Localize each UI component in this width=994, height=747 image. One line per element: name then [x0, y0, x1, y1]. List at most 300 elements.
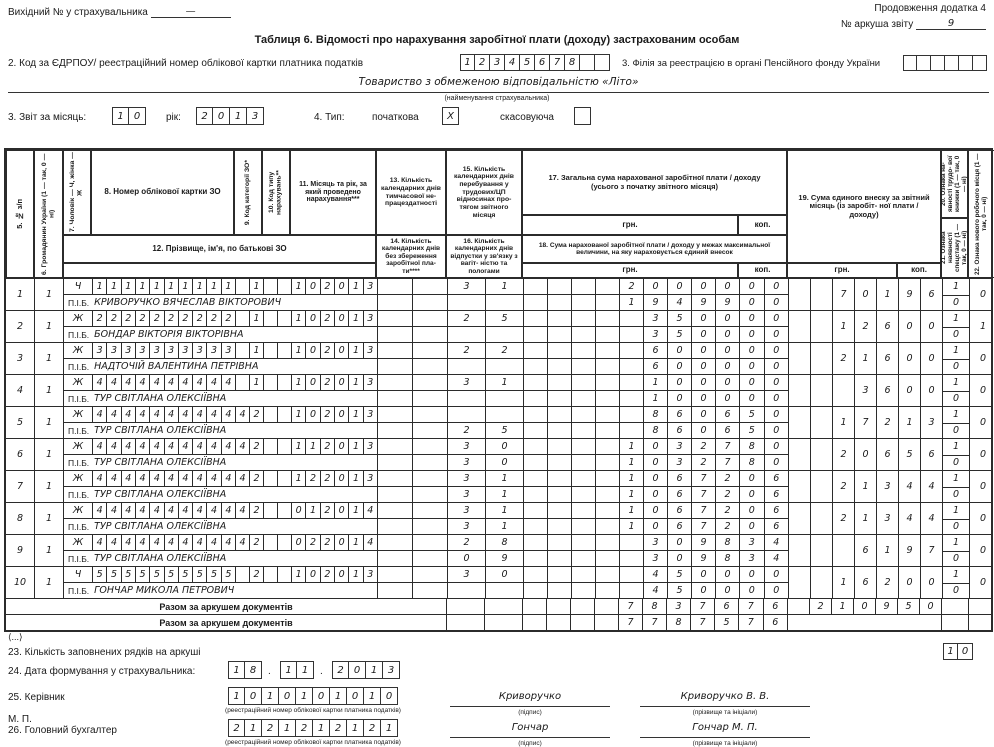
digit-cell[interactable]: 3 — [667, 439, 691, 454]
digit-cell[interactable]: 0 — [715, 567, 739, 582]
digit-cell[interactable]: 9 — [906, 289, 913, 300]
employment-days-cells[interactable] — [447, 535, 523, 550]
workbook-flag[interactable]: 1 — [952, 473, 960, 485]
digit-cell[interactable]: 4 — [164, 503, 178, 518]
digit-cell[interactable]: 1 — [249, 279, 263, 294]
digit-cell[interactable]: 4 — [96, 537, 103, 549]
accountant-fullname[interactable]: Гончар М. П. — [640, 722, 810, 738]
digit-cell[interactable] — [595, 455, 619, 470]
digit-cell[interactable] — [931, 55, 945, 71]
digit-cell[interactable]: 0 — [295, 537, 302, 549]
maternity-days-cells[interactable] — [447, 295, 523, 310]
digit-cell[interactable]: 5 — [192, 567, 206, 582]
sex-value[interactable]: Ж — [72, 313, 84, 325]
digit-cell[interactable] — [412, 391, 447, 406]
digit-cell[interactable]: 4 — [121, 407, 135, 422]
digit-cell[interactable] — [378, 487, 412, 502]
digit-cell[interactable]: 0 — [213, 107, 230, 125]
digit-cell[interactable]: 3 — [363, 471, 377, 486]
digit-cell[interactable]: 6 — [535, 54, 550, 71]
digit-cell[interactable]: 1 — [262, 687, 279, 705]
digit-cell[interactable] — [789, 471, 810, 502]
digit-cell[interactable] — [571, 327, 595, 342]
digit-cell[interactable]: 8 — [715, 551, 739, 566]
unpaid-days-cells[interactable] — [377, 295, 447, 310]
total-accrued-grn-cells[interactable] — [523, 375, 739, 390]
digit-cell[interactable]: 2 — [463, 345, 470, 357]
capped-accrued-kop-cells[interactable] — [739, 487, 788, 502]
digit-cell[interactable]: 0 — [245, 687, 262, 705]
special-service-flag[interactable]: 0 — [943, 519, 969, 535]
digit-cell[interactable]: 0 — [748, 473, 755, 485]
digit-cell[interactable]: 1 — [249, 311, 263, 326]
digit-cell[interactable]: 0 — [748, 393, 755, 405]
digit-cell[interactable] — [547, 583, 571, 598]
person-name[interactable]: ТУР СВІТЛАНА ОЛЕКСІЇВНА — [94, 553, 227, 565]
maternity-days-cells[interactable] — [447, 423, 523, 438]
digit-cell[interactable]: 6 — [764, 487, 789, 502]
sheet-number-value[interactable]: 9 — [916, 18, 986, 30]
digit-cell[interactable]: 0 — [691, 407, 715, 422]
employment-days-cells[interactable] — [447, 567, 523, 582]
digit-cell[interactable] — [378, 391, 412, 406]
digit-cell[interactable]: 4 — [135, 535, 149, 550]
digit-cell[interactable] — [595, 391, 619, 406]
digit-cell[interactable]: 0 — [691, 583, 715, 598]
digit-cell[interactable]: 3 — [463, 281, 470, 293]
accrual-type-cells[interactable] — [263, 535, 291, 550]
digit-cell[interactable] — [378, 503, 412, 518]
digit-cell[interactable]: 2 — [296, 719, 313, 737]
digit-cell[interactable] — [810, 343, 832, 374]
new-workplace-flag[interactable]: 0 — [969, 471, 994, 502]
digit-cell[interactable]: 4 — [178, 471, 192, 486]
digit-cell[interactable] — [277, 503, 291, 518]
maternity-days-cells[interactable] — [447, 327, 523, 342]
digit-cell[interactable]: 4 — [363, 535, 377, 550]
digit-cell[interactable]: 0 — [748, 489, 755, 501]
digit-cell[interactable] — [595, 471, 619, 486]
digit-cell[interactable]: 1 — [347, 719, 364, 737]
digit-cell[interactable]: 0 — [643, 503, 667, 518]
digit-cell[interactable]: 4 — [96, 505, 103, 517]
digit-cell[interactable]: 0 — [485, 439, 523, 454]
category-code-cells[interactable] — [235, 567, 263, 582]
digit-cell[interactable]: 1 — [619, 455, 643, 470]
digit-cell[interactable]: 7 — [715, 455, 739, 470]
digit-cell[interactable] — [524, 391, 547, 406]
digit-cell[interactable]: 1 — [245, 719, 262, 737]
digit-cell[interactable] — [412, 455, 447, 470]
capped-accrued-grn-cells[interactable] — [523, 551, 739, 566]
digit-cell[interactable]: 4 — [121, 535, 135, 550]
sick-days-cells[interactable] — [377, 343, 447, 358]
digit-cell[interactable]: 4 — [178, 439, 192, 454]
special-service-flag[interactable]: 0 — [943, 391, 969, 407]
digit-cell[interactable]: 3 — [748, 553, 755, 565]
digit-cell[interactable]: 3 — [643, 535, 667, 550]
digit-cell[interactable]: 0 — [334, 375, 348, 390]
total-accrued-grn-cells[interactable] — [523, 535, 739, 550]
digit-cell[interactable]: 1 — [295, 313, 302, 325]
digit-cell[interactable]: 4 — [178, 535, 192, 550]
report-year-cells[interactable] — [196, 107, 264, 125]
sick-days-cells[interactable] — [377, 407, 447, 422]
digit-cell[interactable]: 1 — [295, 409, 302, 421]
digit-cell[interactable] — [485, 583, 523, 598]
digit-cell[interactable]: 2 — [305, 471, 319, 486]
digit-cell[interactable]: 5 — [485, 311, 523, 326]
digit-cell[interactable]: 0 — [485, 455, 523, 470]
digit-cell[interactable]: 0 — [334, 567, 348, 582]
digit-cell[interactable] — [412, 439, 447, 454]
digit-cell[interactable]: 4 — [106, 535, 120, 550]
accrual-type-cells[interactable] — [263, 375, 291, 390]
digit-cell[interactable]: 3 — [667, 455, 691, 470]
unpaid-days-cells[interactable] — [377, 455, 447, 470]
digit-cell[interactable]: 4 — [106, 471, 120, 486]
digit-cell[interactable] — [412, 295, 447, 310]
card-number-cells[interactable] — [92, 471, 235, 486]
digit-cell[interactable]: 0 — [305, 407, 319, 422]
contribution-kop-cells[interactable] — [898, 471, 942, 502]
digit-cell[interactable]: 0 — [748, 361, 755, 373]
digit-cell[interactable] — [524, 535, 547, 550]
digit-cell[interactable] — [277, 535, 291, 550]
person-name[interactable]: НАДТОЧІЙ ВАЛЕНТИНА ПЕТРІВНА — [94, 361, 259, 373]
contribution-kop-cells[interactable] — [898, 343, 942, 374]
digit-cell[interactable] — [619, 359, 643, 374]
digit-cell[interactable]: 0 — [691, 343, 715, 358]
citizen-flag[interactable]: 1 — [34, 439, 63, 470]
unpaid-days-cells[interactable] — [377, 583, 447, 598]
digit-cell[interactable]: 6 — [854, 567, 876, 598]
digit-cell[interactable] — [412, 407, 447, 422]
digit-cell[interactable]: 6 — [876, 343, 898, 374]
category-code-cells[interactable] — [235, 375, 263, 390]
digit-cell[interactable]: 3 — [121, 343, 135, 358]
total-accrued-grn-cells[interactable] — [523, 503, 739, 518]
digit-cell[interactable]: 3 — [192, 343, 206, 358]
digit-cell[interactable]: 0 — [764, 327, 789, 342]
employment-days-cells[interactable] — [447, 343, 523, 358]
digit-cell[interactable] — [619, 423, 643, 438]
total-accrued-kop-cells[interactable] — [739, 503, 788, 518]
digit-cell[interactable]: 4 — [135, 471, 149, 486]
digit-cell[interactable]: 1 — [296, 687, 313, 705]
digit-cell[interactable]: 0 — [715, 375, 739, 390]
maternity-days-cells[interactable] — [447, 551, 523, 566]
digit-cell[interactable]: 3 — [490, 54, 505, 71]
accrual-type-cells[interactable] — [263, 439, 291, 454]
digit-cell[interactable] — [412, 487, 447, 502]
digit-cell[interactable]: 3 — [854, 375, 876, 406]
digit-cell[interactable]: 0 — [920, 375, 942, 406]
accrual-type-cells[interactable] — [263, 471, 291, 486]
sick-days-cells[interactable] — [377, 375, 447, 390]
digit-cell[interactable]: 1 — [149, 279, 163, 294]
digit-cell[interactable]: 0 — [764, 583, 789, 598]
accrual-type-cells[interactable] — [263, 407, 291, 422]
digit-cell[interactable]: 1 — [192, 279, 206, 294]
person-name[interactable]: ГОНЧАР МИКОЛА ПЕТРОВИЧ — [94, 585, 235, 597]
digit-cell[interactable]: 2 — [192, 311, 206, 326]
digit-cell[interactable] — [378, 423, 412, 438]
digit-cell[interactable]: 4 — [221, 375, 235, 390]
digit-cell[interactable] — [378, 327, 412, 342]
digit-cell[interactable]: 1 — [485, 471, 523, 486]
digit-cell[interactable]: 0 — [305, 567, 319, 582]
digit-cell[interactable]: 1 — [619, 471, 643, 486]
digit-cell[interactable]: 0 — [305, 311, 319, 326]
digit-cell[interactable] — [945, 55, 959, 71]
digit-cell[interactable] — [789, 375, 810, 406]
digit-cell[interactable]: 0 — [334, 439, 348, 454]
digit-cell[interactable] — [571, 375, 595, 390]
digit-cell[interactable] — [789, 535, 810, 566]
digit-cell[interactable] — [412, 535, 447, 550]
digit-cell[interactable] — [412, 327, 447, 342]
digit-cell[interactable]: 0 — [748, 297, 755, 309]
contribution-grn-cells[interactable] — [788, 311, 898, 342]
digit-cell[interactable]: 1 — [854, 343, 876, 374]
digit-cell[interactable] — [524, 359, 547, 374]
digit-cell[interactable]: 3 — [463, 569, 470, 581]
digit-cell[interactable]: 4 — [121, 439, 135, 454]
digit-cell[interactable]: 0 — [643, 519, 667, 534]
digit-cell[interactable]: 4 — [96, 409, 103, 421]
maternity-days-cells[interactable] — [447, 487, 523, 502]
branch-cells[interactable] — [903, 55, 987, 71]
digit-cell[interactable]: 2 — [332, 661, 349, 679]
digit-cell[interactable]: 4 — [906, 513, 913, 524]
digit-cell[interactable]: 3 — [643, 311, 667, 326]
digit-cell[interactable]: 0 — [643, 471, 667, 486]
digit-cell[interactable]: 7 — [854, 407, 876, 438]
category-code-cells[interactable] — [235, 503, 263, 518]
digit-cell[interactable]: 0 — [764, 359, 789, 374]
digit-cell[interactable] — [595, 359, 619, 374]
person-name[interactable]: ТУР СВІТЛАНА ОЛЕКСІЇВНА — [94, 489, 227, 501]
digit-cell[interactable]: 4 — [106, 407, 120, 422]
digit-cell[interactable]: 4 — [239, 409, 246, 421]
capped-accrued-grn-cells[interactable] — [523, 327, 739, 342]
digit-cell[interactable]: 2 — [832, 503, 854, 534]
digit-cell[interactable]: 2 — [715, 519, 739, 534]
digit-cell[interactable] — [571, 535, 595, 550]
digit-cell[interactable]: 0 — [691, 375, 715, 390]
digit-cell[interactable]: 7 — [832, 279, 854, 310]
digit-cell[interactable]: 1 — [485, 487, 523, 502]
digit-cell[interactable] — [571, 487, 595, 502]
digit-cell[interactable]: 1 — [96, 281, 103, 293]
digit-cell[interactable]: 6 — [715, 407, 739, 422]
digit-cell[interactable]: 1 — [348, 343, 362, 358]
digit-cell[interactable] — [547, 519, 571, 534]
unpaid-days-cells[interactable] — [377, 487, 447, 502]
digit-cell[interactable]: 4 — [221, 407, 235, 422]
digit-cell[interactable] — [378, 535, 412, 550]
digit-cell[interactable]: 1 — [619, 295, 643, 310]
digit-cell[interactable]: 8 — [748, 457, 755, 469]
digit-cell[interactable]: 0 — [906, 353, 913, 364]
digit-cell[interactable]: 4 — [178, 407, 192, 422]
accountant-taxnumber-cells[interactable] — [228, 719, 398, 737]
digit-cell[interactable] — [832, 375, 854, 406]
citizen-flag[interactable]: 1 — [34, 503, 63, 534]
digit-cell[interactable]: 4 — [221, 503, 235, 518]
digit-cell[interactable]: 0 — [667, 535, 691, 550]
digit-cell[interactable]: 3 — [363, 311, 377, 326]
digit-cell[interactable] — [571, 359, 595, 374]
digit-cell[interactable]: 4 — [206, 503, 220, 518]
digit-cell[interactable] — [524, 455, 547, 470]
digit-cell[interactable]: 4 — [164, 407, 178, 422]
digit-cell[interactable]: 1 — [832, 567, 854, 598]
digit-cell[interactable]: 1 — [249, 375, 263, 390]
capped-accrued-grn-cells[interactable] — [523, 295, 739, 310]
digit-cell[interactable]: 1 — [249, 343, 263, 358]
digit-cell[interactable]: 6 — [667, 407, 691, 422]
digit-cell[interactable] — [619, 327, 643, 342]
digit-cell[interactable] — [595, 295, 619, 310]
digit-cell[interactable]: 0 — [667, 391, 691, 406]
report-month-cells[interactable] — [112, 107, 146, 125]
outgoing-number-value[interactable]: — — [151, 6, 231, 18]
digit-cell[interactable]: 1 — [348, 311, 362, 326]
digit-cell[interactable] — [595, 583, 619, 598]
digit-cell[interactable]: 2 — [715, 471, 739, 486]
digit-cell[interactable]: 0 — [764, 439, 789, 454]
accrual-type-cells[interactable] — [263, 567, 291, 582]
digit-cell[interactable]: 0 — [715, 583, 739, 598]
sex-value[interactable]: Ж — [72, 473, 84, 485]
digit-cell[interactable]: 3 — [463, 473, 470, 485]
digit-cell[interactable]: 3 — [383, 661, 400, 679]
citizen-flag[interactable]: 1 — [34, 407, 63, 438]
citizen-flag[interactable]: 1 — [34, 535, 63, 566]
digit-cell[interactable] — [619, 407, 643, 422]
digit-cell[interactable] — [264, 535, 277, 550]
sick-days-cells[interactable] — [377, 439, 447, 454]
digit-cell[interactable] — [448, 359, 485, 374]
digit-cell[interactable]: 2 — [249, 439, 263, 454]
accrual-type-cells[interactable] — [263, 311, 291, 326]
digit-cell[interactable]: 2 — [876, 567, 898, 598]
person-name[interactable]: ТУР СВІТЛАНА ОЛЕКСІЇВНА — [94, 521, 227, 533]
digit-cell[interactable] — [524, 423, 547, 438]
digit-cell[interactable] — [595, 439, 619, 454]
digit-cell[interactable]: 0 — [295, 505, 302, 517]
digit-cell[interactable]: 8 — [485, 535, 523, 550]
digit-cell[interactable] — [619, 551, 643, 566]
digit-cell[interactable]: 5 — [667, 583, 691, 598]
digit-cell[interactable] — [595, 279, 619, 294]
contribution-grn-cells[interactable] — [788, 503, 898, 534]
card-number-cells[interactable] — [92, 311, 235, 326]
citizen-flag[interactable]: 1 — [34, 279, 63, 310]
digit-cell[interactable]: 4 — [106, 439, 120, 454]
category-code-cells[interactable] — [235, 535, 263, 550]
card-number-cells[interactable] — [92, 439, 235, 454]
digit-cell[interactable]: 5 — [178, 567, 192, 582]
digit-cell[interactable]: 9 — [643, 295, 667, 310]
digit-cell[interactable]: 0 — [305, 343, 319, 358]
digit-cell[interactable] — [277, 471, 291, 486]
digit-cell[interactable]: 2 — [249, 567, 263, 582]
digit-cell[interactable]: 1 — [135, 279, 149, 294]
digit-cell[interactable]: 6 — [715, 423, 739, 438]
total-accrued-kop-cells[interactable] — [739, 535, 788, 550]
edrpou-cells[interactable] — [460, 54, 610, 71]
digit-cell[interactable] — [264, 567, 277, 582]
digit-cell[interactable]: 4 — [192, 375, 206, 390]
digit-cell[interactable]: 4 — [239, 505, 246, 517]
digit-cell[interactable]: 4 — [121, 375, 135, 390]
workbook-flag[interactable]: 1 — [952, 409, 960, 421]
digit-cell[interactable] — [547, 359, 571, 374]
digit-cell[interactable]: 2 — [832, 343, 854, 374]
digit-cell[interactable]: 1 — [619, 439, 643, 454]
digit-cell[interactable]: 2 — [485, 343, 523, 358]
digit-cell[interactable]: 7 — [715, 439, 739, 454]
digit-cell[interactable]: 1 — [619, 503, 643, 518]
digit-cell[interactable]: 1 — [330, 687, 347, 705]
digit-cell[interactable]: 4 — [106, 375, 120, 390]
digit-cell[interactable]: 2 — [249, 471, 263, 486]
digit-cell[interactable]: 3 — [363, 375, 377, 390]
capped-accrued-kop-cells[interactable] — [739, 327, 788, 342]
digit-cell[interactable]: 2 — [691, 439, 715, 454]
digit-cell[interactable]: 8 — [245, 661, 262, 679]
unpaid-days-cells[interactable] — [377, 423, 447, 438]
digit-cell[interactable] — [412, 359, 447, 374]
digit-cell[interactable] — [571, 295, 595, 310]
capped-accrued-kop-cells[interactable] — [739, 583, 788, 598]
form-date-month-cells[interactable] — [280, 661, 314, 679]
digit-cell[interactable]: 1 — [106, 279, 120, 294]
person-name[interactable]: ТУР СВІТЛАНА ОЛЕКСІЇВНА — [94, 425, 227, 437]
digit-cell[interactable]: 7 — [920, 535, 942, 566]
digit-cell[interactable]: 2 — [320, 311, 334, 326]
digit-cell[interactable]: 7 — [691, 487, 715, 502]
digit-cell[interactable]: 4 — [96, 441, 103, 453]
digit-cell[interactable]: 4 — [192, 471, 206, 486]
digit-cell[interactable]: 3 — [363, 407, 377, 422]
digit-cell[interactable]: 1 — [643, 391, 667, 406]
digit-cell[interactable]: 6 — [920, 279, 942, 310]
digit-cell[interactable]: 2 — [178, 311, 192, 326]
digit-cell[interactable] — [547, 503, 571, 518]
contribution-grn-cells[interactable] — [788, 407, 898, 438]
new-workplace-flag[interactable]: 0 — [969, 375, 994, 406]
capped-accrued-kop-cells[interactable] — [739, 519, 788, 534]
digit-cell[interactable] — [903, 55, 917, 71]
digit-cell[interactable] — [524, 407, 547, 422]
workbook-flag[interactable]: 1 — [952, 281, 960, 293]
maternity-days-cells[interactable] — [447, 583, 523, 598]
new-workplace-flag[interactable]: 0 — [969, 279, 994, 310]
unpaid-days-cells[interactable] — [377, 519, 447, 534]
digit-cell[interactable] — [524, 439, 547, 454]
digit-cell[interactable]: 4 — [221, 535, 235, 550]
type-cancel-checkbox[interactable] — [574, 107, 591, 125]
digit-cell[interactable] — [789, 279, 810, 310]
digit-cell[interactable]: 1 — [348, 567, 362, 582]
digit-cell[interactable]: 0 — [643, 279, 667, 294]
digit-cell[interactable]: 4 — [149, 439, 163, 454]
digit-cell[interactable]: 6 — [764, 519, 789, 534]
